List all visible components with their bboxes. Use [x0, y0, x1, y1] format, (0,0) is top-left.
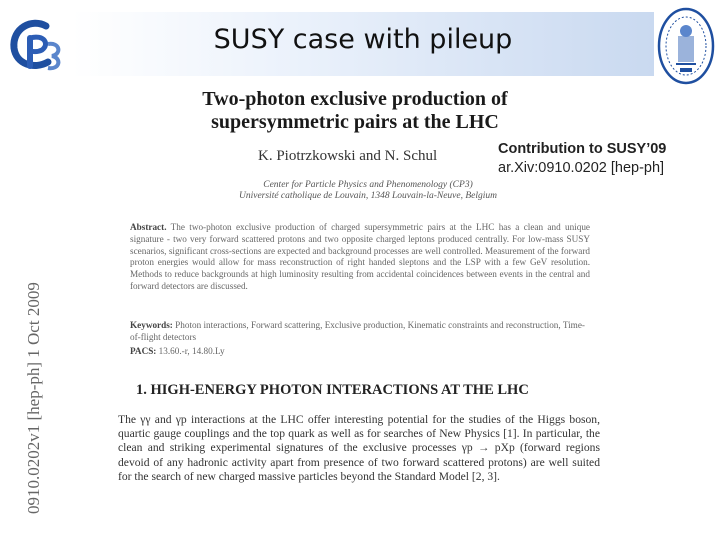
paper-pacs	[130, 346, 225, 356]
cp3-logo-icon	[4, 14, 68, 78]
slide-title: SUSY case with pileup	[213, 24, 513, 55]
paper-affiliation	[218, 180, 518, 202]
keywords-label: Keywords:	[130, 320, 173, 330]
contribution-line-2: ar.Xiv:0910.0202 [hep-ph]	[498, 160, 665, 176]
body-paragraph: The γγ and γp interactions at the LHC offer interesting potential for the studies of the Higgs boson, quartic gauge couplings and the top quark as well as for searches of New Physics [1]. In particular, the clean and striking experimental signatures of the exclusive processes γp → pXp (forward regions devoid of any hadronic activity apart from presence of two forward scattered protons) are well suited for the search of new charged massive particles beyond the Standard Model [2, 3].	[118, 413, 600, 483]
section-heading: 1. HIGH-ENERGY PHOTON INTERACTIONS AT THE LHC	[136, 382, 529, 398]
arxiv-stamp: 0910.0202v1 [hep-ph] 1 Oct 2009	[24, 282, 43, 514]
affiliation-line-1: Center for Particle Physics and Phenomenology (CP3)	[263, 180, 473, 190]
affiliation-line-2: Université catholique de Louvain, 1348 Louvain-la-Neuve, Belgium	[238, 191, 498, 201]
contribution-note	[496, 140, 720, 184]
contribution-line-1: Contribution to SUSY’09	[498, 141, 667, 157]
paper-body-text	[118, 413, 600, 484]
abstract-label: Abstract.	[130, 222, 167, 232]
paper-authors: K. Piotrzkowski and N. Schul	[258, 148, 438, 164]
paper-title-line-2: supersymmetric pairs at the LHC	[211, 111, 499, 133]
slide-title-bar	[72, 12, 654, 76]
university-seal-icon	[656, 6, 716, 86]
paper-title	[160, 88, 550, 134]
paper-keywords	[130, 320, 590, 344]
abstract-text: The two-photon exclusive production of charged supersymmetric pairs at the LHC has a clean and unique signature - two very forward scattered protons and two opposite charged leptons produced centrally. For low-mass SUSY scenarios, significant cross-sections are expected and background processes are well controlled. Measurement of the forward proton energies would allow for mass reconstruction of right handed sleptons and the LSP with a few GeV resolution. Methods to reduce backgrounds at high luminosity resulting from accidental coincidences between events in the central and forward detectors are discussed.	[130, 222, 590, 291]
paper-title-line-1: Two-photon exclusive production of	[202, 88, 508, 110]
paper-abstract	[130, 222, 590, 293]
keywords-text: Photon interactions, Forward scattering, Exclusive production, Kinematic constraints and reconstruction, Time-of-flight detectors	[130, 320, 585, 342]
pacs-label: PACS:	[130, 346, 157, 356]
pacs-text: 13.60.-r, 14.80.Ly	[158, 346, 225, 356]
